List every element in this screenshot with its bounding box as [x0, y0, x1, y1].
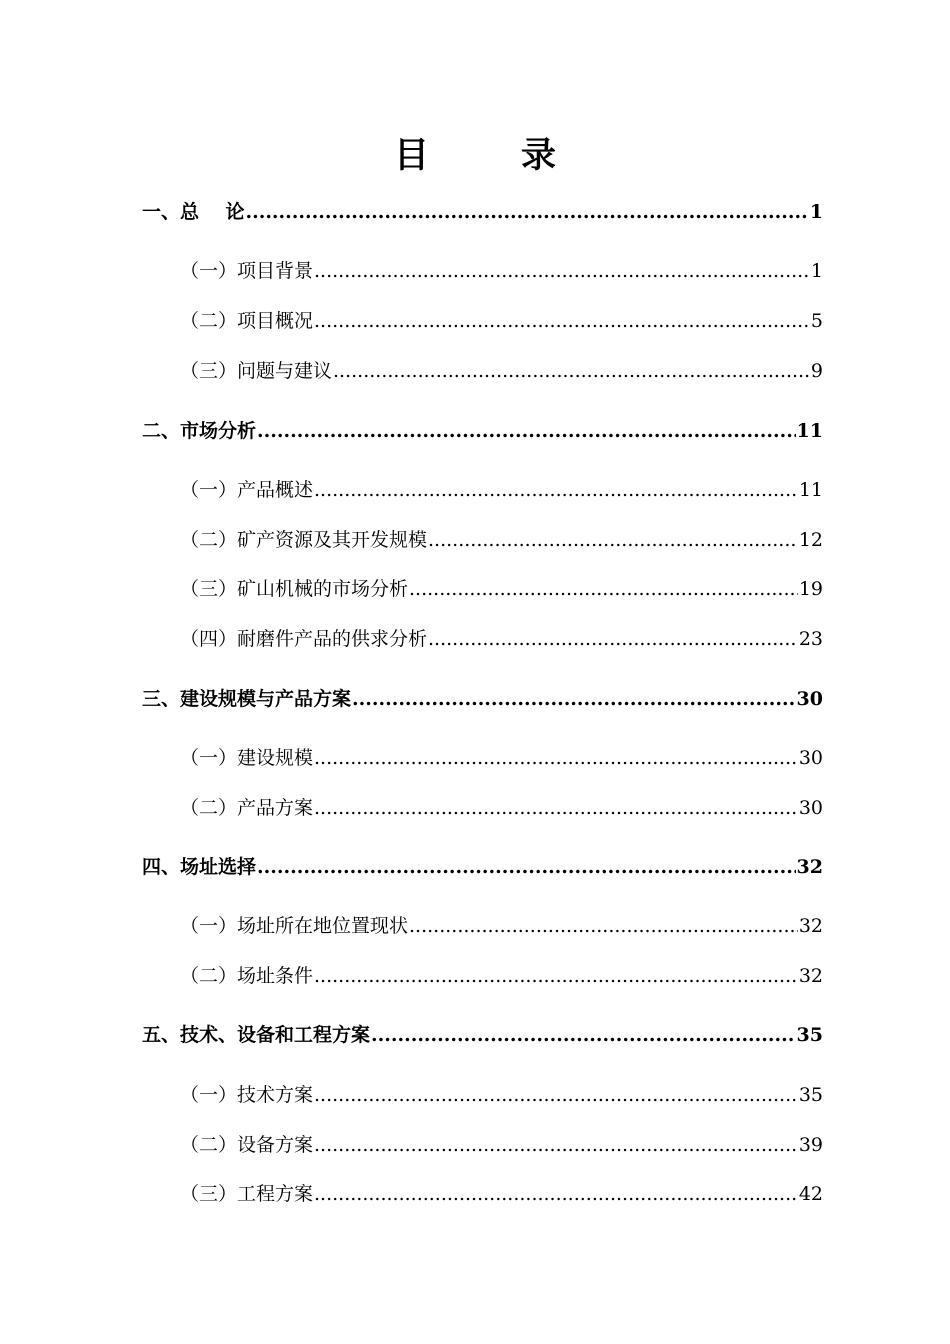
title-char-2: 录: [521, 136, 557, 176]
dot-leader: [245, 201, 808, 223]
toc-entry-label: （二）设备方案: [180, 1134, 314, 1156]
toc-section-entry[interactable]: [180, 624, 823, 654]
title-char-1: 目: [393, 136, 429, 176]
toc-entry-label: （二）项目概况: [180, 310, 314, 332]
dot-leader: [314, 479, 798, 501]
toc-page-number: 30: [796, 688, 823, 710]
toc-chapter-entry[interactable]: [142, 684, 823, 714]
toc-page-number: 35: [798, 1084, 823, 1106]
toc-page-number: 11: [796, 420, 823, 442]
dot-leader: [428, 529, 798, 551]
toc-entry-label: （一）产品概述: [180, 479, 314, 501]
toc-page-number: 35: [796, 1024, 823, 1046]
dot-leader: [257, 420, 796, 442]
toc-section-entry[interactable]: [180, 743, 823, 773]
toc-entry-label: （三）矿山机械的市场分析: [180, 578, 409, 600]
toc-page-number: 42: [798, 1183, 823, 1205]
dot-leader: [428, 628, 798, 650]
toc-section-entry[interactable]: [180, 1080, 823, 1110]
toc-entry-label: （三）工程方案: [180, 1183, 314, 1205]
toc-page-number: 30: [798, 797, 823, 819]
dot-leader: [314, 1134, 798, 1156]
dot-leader: [314, 310, 810, 332]
toc-entry-label: （一）建设规模: [180, 747, 314, 769]
dot-leader: [333, 360, 810, 382]
toc-page-number: 23: [798, 628, 823, 650]
toc-entry-label: 一、总 论: [142, 201, 245, 223]
toc-section-entry[interactable]: [180, 1179, 823, 1209]
toc-page-number: 39: [798, 1134, 823, 1156]
toc-entry-label: 四、场址选择: [142, 856, 257, 878]
toc-section-entry[interactable]: [180, 256, 823, 286]
dot-leader: [314, 965, 798, 987]
dot-leader: [409, 915, 798, 937]
dot-leader: [314, 1084, 798, 1106]
toc-chapter-entry[interactable]: [142, 1020, 823, 1050]
toc-entry-label: （一）场址所在地位置现状: [180, 915, 409, 937]
toc-entry-label: （一）项目背景: [180, 260, 314, 282]
toc-page-number: 5: [810, 310, 823, 332]
toc-entry-label: （二）场址条件: [180, 965, 314, 987]
toc-page-number: 32: [796, 856, 823, 878]
toc-entry-label: （二）产品方案: [180, 797, 314, 819]
dot-leader: [352, 688, 796, 710]
toc-page-number: 11: [798, 479, 823, 501]
page-title: [0, 128, 950, 178]
toc-page-number: 1: [809, 201, 823, 223]
toc-entry-label: （三）问题与建议: [180, 360, 333, 382]
toc-entry-label: （四）耐磨件产品的供求分析: [180, 628, 428, 650]
toc-section-entry[interactable]: [180, 574, 823, 604]
toc-page-number: 9: [810, 360, 823, 382]
toc-section-entry[interactable]: [180, 911, 823, 941]
toc-chapter-entry[interactable]: [142, 416, 823, 446]
dot-leader: [371, 1024, 796, 1046]
toc-page-number: 1: [810, 260, 823, 282]
dot-leader: [409, 578, 798, 600]
dot-leader: [314, 747, 798, 769]
dot-leader: [314, 260, 810, 282]
toc-section-entry[interactable]: [180, 793, 823, 823]
toc-page-number: 19: [798, 578, 823, 600]
toc-page-number: 30: [798, 747, 823, 769]
toc-section-entry[interactable]: [180, 525, 823, 555]
toc-entry-label: 五、技术、设备和工程方案: [142, 1024, 371, 1046]
toc-page-number: 32: [798, 965, 823, 987]
toc-entry-label: （二）矿产资源及其开发规模: [180, 529, 428, 551]
toc-page-number: 32: [798, 915, 823, 937]
dot-leader: [314, 797, 798, 819]
toc-entry-label: 三、建设规模与产品方案: [142, 688, 352, 710]
toc-section-entry[interactable]: [180, 1130, 823, 1160]
toc-page-number: 12: [798, 529, 823, 551]
dot-leader: [314, 1183, 798, 1205]
toc-chapter-entry[interactable]: [142, 197, 823, 227]
toc-chapter-entry[interactable]: [142, 852, 823, 882]
toc-section-entry[interactable]: [180, 306, 823, 336]
toc-entry-label: （一）技术方案: [180, 1084, 314, 1106]
dot-leader: [257, 856, 796, 878]
toc-section-entry[interactable]: [180, 961, 823, 991]
toc-section-entry[interactable]: [180, 475, 823, 505]
toc-entry-label: 二、市场分析: [142, 420, 257, 442]
toc-section-entry[interactable]: [180, 356, 823, 386]
